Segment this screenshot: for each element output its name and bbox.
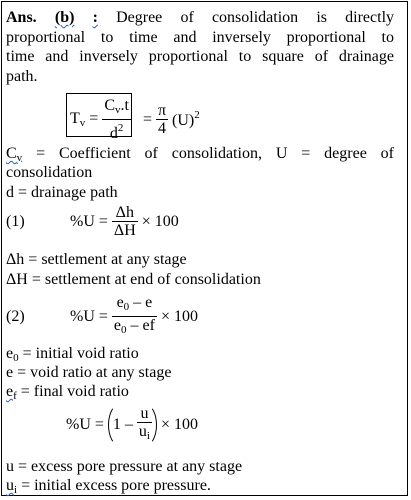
- ui-definition: $u_i$ = initial excess pore pressure.: [6, 477, 211, 496]
- eq3-parentheses: 1 – $\frac{u}{u_i}$: [108, 404, 157, 446]
- equation-1: [6, 204, 179, 239]
- eq1-fraction: $\frac{\Delta h}{\Delta H}$: [113, 204, 136, 239]
- answer-text-1: Degree of consolidation is directly: [116, 9, 395, 26]
- e-definition: e = void ratio at any stage: [6, 364, 172, 381]
- answer-option: (b): [54, 9, 75, 26]
- eq2-lhs: %U =: [70, 307, 108, 325]
- equation-2: [6, 294, 198, 339]
- eq3-rhs: × 100: [160, 416, 198, 433]
- u-squared: $(U)^2$: [172, 109, 200, 129]
- eq1-lhs: %U =: [70, 212, 108, 230]
- cv-line-1: $C_v$ = Coefficient of consolidation, U = degree of: [6, 145, 395, 164]
- answer-prefix: Ans.: [6, 9, 37, 26]
- answer-line-4: path.: [6, 68, 38, 85]
- eq3-lhs: %U =: [66, 416, 104, 433]
- d-definition: d = drainage path: [6, 184, 118, 201]
- eq3-fraction: $\frac{u}{u_i}$: [138, 405, 150, 442]
- cv-symbol: $C_v$: [6, 145, 23, 164]
- eq2-fraction: $\frac{e_0 - e}{e_0 - ef}$: [113, 294, 155, 336]
- eq1-number: (1): [6, 212, 25, 230]
- answer-line-3: time and inversely proportional to square of drainage: [6, 48, 394, 65]
- dh-definition: Δh = settlement at any stage: [6, 251, 187, 268]
- u-definition: u = excess pore pressure at any stage: [6, 458, 243, 475]
- dH-definition: ΔH = settlement at end of consolidation: [6, 271, 261, 288]
- pi-over-four: $\frac{\pi}{4}$: [157, 102, 167, 137]
- tv-formula: [70, 97, 200, 142]
- tv-lhs: $T_v$ =: [70, 110, 99, 129]
- e0-definition: $e_0$ = initial void ratio: [6, 345, 139, 364]
- equation-3: [66, 404, 198, 446]
- eq1-rhs: × 100: [141, 212, 179, 230]
- answer-line-2: proportional to time and inversely proportional to: [6, 29, 394, 46]
- answer-colon: :: [92, 9, 98, 26]
- answer-frame: [1, 1, 408, 496]
- tv-equals: =: [142, 110, 152, 128]
- eq2-number: (2): [6, 307, 25, 325]
- eq2-rhs: × 100: [160, 307, 198, 325]
- ef-definition: $e_f$ = final void ratio: [6, 383, 129, 402]
- cv-line-2: consolidation: [6, 164, 93, 181]
- tv-fraction: $\frac{C_v.t}{d^2}$: [104, 97, 129, 142]
- answer-line-1: [6, 8, 394, 27]
